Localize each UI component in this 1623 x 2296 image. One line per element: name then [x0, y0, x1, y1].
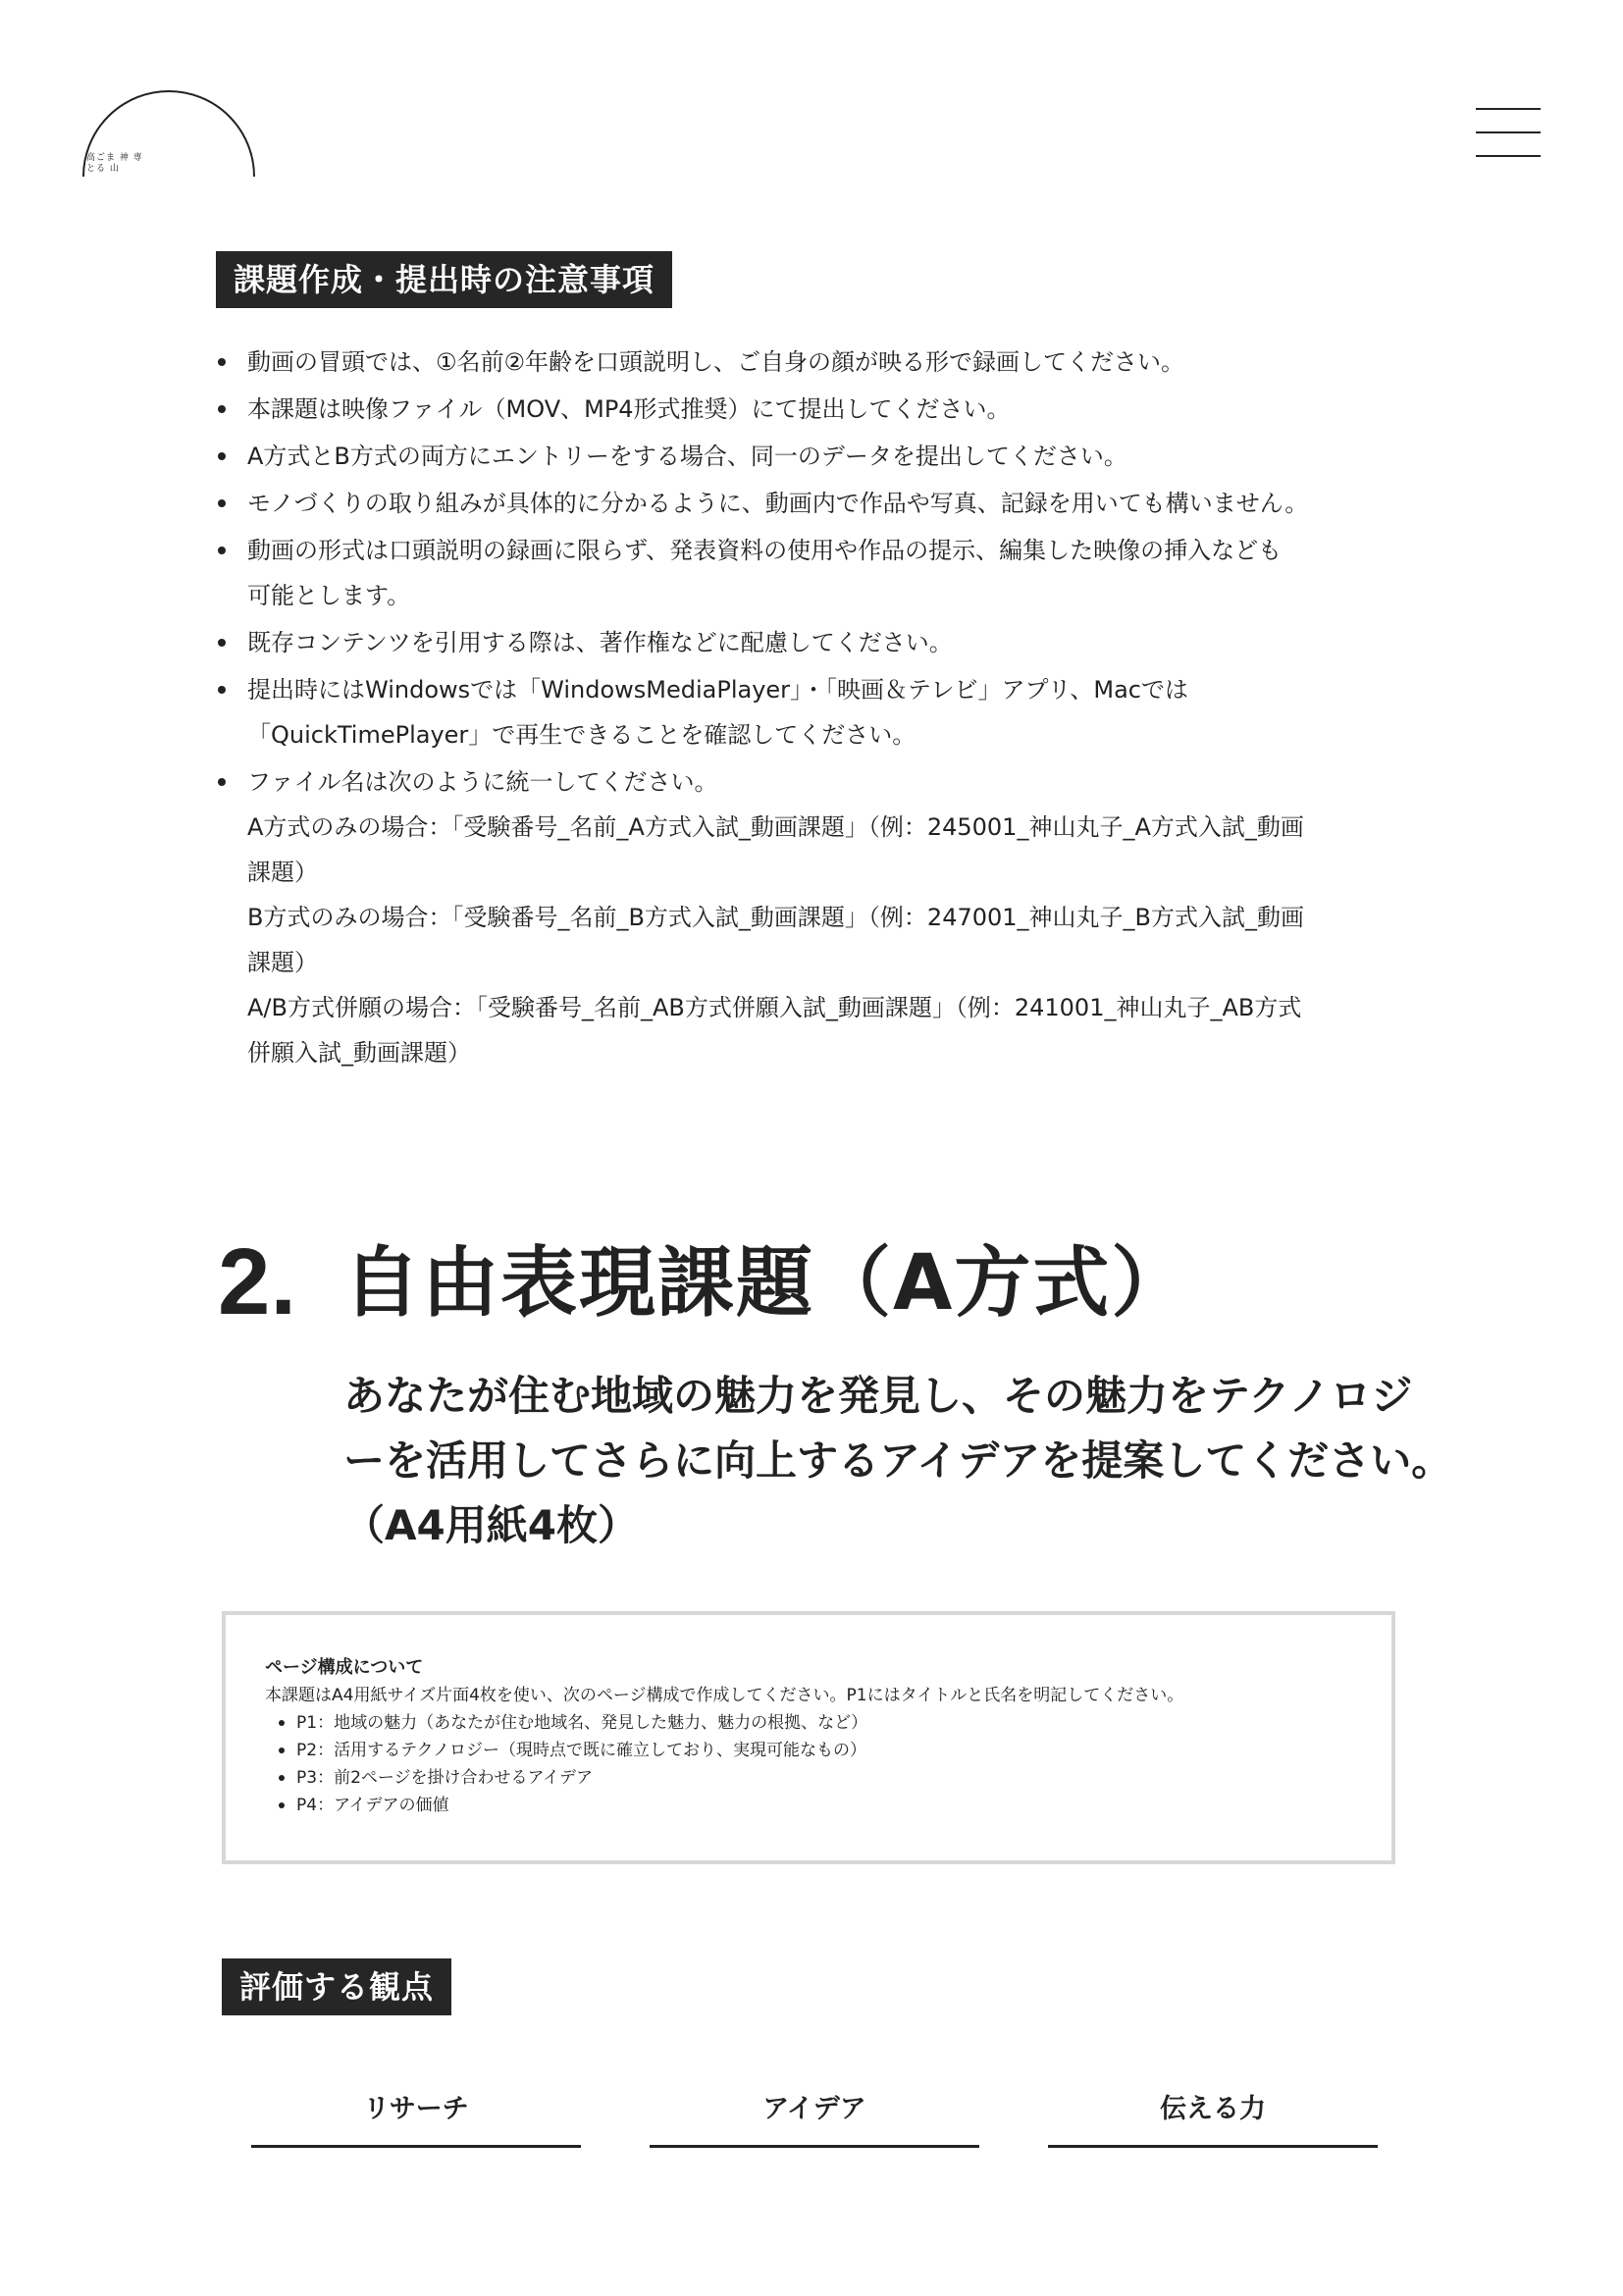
- list-item: 動画の形式は口頭説明の録画に限らず、発表資料の使用や作品の提示、編集した映像の挿入なども 可能とします。: [216, 528, 1413, 618]
- evaluation-section-label: 評価する観点: [222, 1958, 451, 2015]
- list-item: モノづくりの取り組みが具体的に分かるように、動画内で作品や写真、記録を用いても構いません。: [216, 481, 1413, 526]
- list-item: P1：地域の魅力（あなたが住む地域名、発見した魅力、魅力の根拠、など）: [277, 1709, 1352, 1737]
- arc-logo-icon: [82, 90, 255, 263]
- page-structure-intro: 本課題はA4用紙サイズ片面4枚を使い、次のページ構成で作成してください。P1にはタイトルと氏名を明記してください。: [265, 1686, 1184, 1705]
- notes-section-label: 課題作成・提出時の注意事項: [216, 251, 672, 308]
- assignment-prompt: あなたが住む地域の魅力を発見し、その魅力をテクノロジ ーを活用してさらに向上するアイデアを提案してください。 （A4用紙4枚）: [343, 1372, 1453, 1549]
- criterion-idea: [650, 2088, 979, 2148]
- list-item: 既存コンテンツを引用する際は、著作権などに配慮してください。: [216, 620, 1413, 665]
- notes-list: [216, 339, 1413, 1077]
- list-item: ファイル名は次のように統一してください。 A方式のみの場合：「受験番号_名前_A方式入試_動画課題」（例：245001_神山丸子_A方式入試_動画 課題） B方式のみの場合：「受験番号_名前_B方式入試_動画課題」（例：247001_神山丸子_B方式入試_動画 課題） A/B方式併願の場合：「受験番号_名前_AB方式併願入試_動画課題」（例：241001_神山丸子_AB方式 併願入試_動画課題）: [216, 759, 1413, 1075]
- list-item: P4：アイデアの価値: [277, 1792, 1352, 1819]
- criterion-research: [251, 2088, 581, 2148]
- criterion-label: リサーチ: [363, 2094, 469, 2124]
- hamburger-menu-icon[interactable]: [1476, 108, 1541, 159]
- list-item: P3：前2ページを掛け合わせるアイデア: [277, 1764, 1352, 1792]
- section-title: 自由表現課題（A方式）: [343, 1239, 1190, 1328]
- logo-text: 高ごま 神 専とる 山: [86, 153, 143, 174]
- list-item: 提出時にはWindowsでは「WindowsMediaPlayer」・「映画＆テレビ」アプリ、Macでは 「QuickTimePlayer」で再生できることを確認してください。: [216, 667, 1413, 757]
- list-item: P2：活用するテクノロジー（現時点で既に確立しており、実現可能なもの）: [277, 1737, 1352, 1764]
- criterion-underline: [650, 2145, 979, 2148]
- page-structure-title: ページ構成について: [265, 1657, 424, 1678]
- page-structure-box: [222, 1611, 1395, 1864]
- criterion-label: 伝える力: [1160, 2094, 1266, 2124]
- criterion-communication: [1048, 2088, 1378, 2148]
- section-number: 2.: [218, 1229, 297, 1334]
- logo: [82, 90, 259, 179]
- list-item: 本課題は映像ファイル（MOV、MP4形式推奨）にて提出してください。: [216, 387, 1413, 432]
- page-structure-list: [265, 1709, 1352, 1819]
- list-item: 動画の冒頭では、①名前②年齢を口頭説明し、ご自身の顔が映る形で録画してください。: [216, 339, 1413, 385]
- criterion-underline: [1048, 2145, 1378, 2148]
- list-item: A方式とB方式の両方にエントリーをする場合、同一のデータを提出してください。: [216, 434, 1413, 479]
- criterion-label: アイデア: [762, 2094, 866, 2124]
- criterion-underline: [251, 2145, 581, 2148]
